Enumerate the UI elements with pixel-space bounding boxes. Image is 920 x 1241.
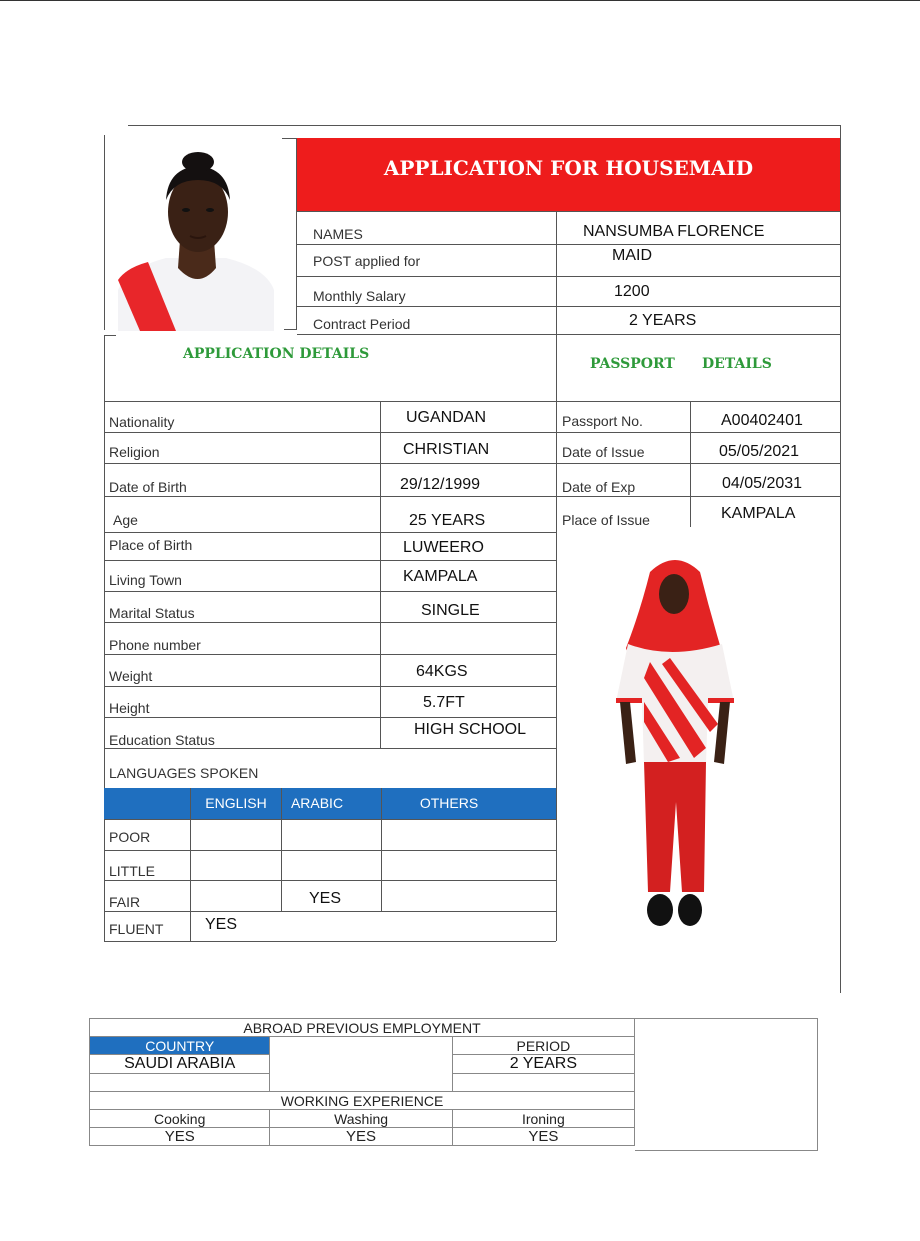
photo-frame-left [104,135,105,330]
skill-washing-value: YES [270,1128,452,1146]
form-title: APPLICATION FOR HOUSEMAID [383,156,754,180]
names-value: NANSUMBA FLORENCE [583,223,765,240]
period-value: 2 YEARS [452,1055,634,1074]
country-header: COUNTRY [90,1037,270,1055]
grid-line [104,432,840,433]
education-value: HIGH SCHOOL [414,721,527,738]
level-little: LITTLE [109,863,155,879]
english-fluent-value: YES [205,916,238,933]
skill-washing: Washing [270,1110,452,1128]
post-value: MAID [612,247,652,264]
salary-label: Monthly Salary [313,288,406,304]
grid-line [556,401,557,941]
grid-line [104,850,556,851]
height-value: 5.7FT [423,694,465,711]
employment-title: ABROAD PREVIOUS EMPLOYMENT [90,1019,635,1037]
skill-ironing: Ironing [452,1110,634,1128]
grid-line [104,622,556,623]
form-right-border [840,125,841,993]
photo-frame-tick [284,329,296,330]
dob-value: 29/12/1999 [400,476,481,493]
marital-status-value: SINGLE [421,602,480,619]
employment-table [89,1018,635,1146]
grid-line [104,819,556,820]
grid-line [104,401,840,402]
grid-line [297,211,840,212]
phone-label: Phone number [109,637,201,653]
page-top-rule [0,0,920,1]
grid-line [104,717,556,718]
place-of-issue-value: KAMPALA [721,505,796,522]
employment-blank-cell [270,1037,452,1092]
dob-label: Date of Birth [109,479,187,495]
date-of-issue-label: Date of Issue [562,444,645,460]
arabic-fair-value: YES [309,890,342,907]
others-header: OTHERS [419,795,479,811]
passport-title-word: PASSPORT [590,356,675,372]
grid-line [297,306,840,307]
skill-cooking-value: YES [90,1128,270,1146]
grid-line [556,211,557,401]
nationality-value: UGANDAN [406,409,487,426]
grid-line [104,591,556,592]
date-of-exp-label: Date of Exp [562,479,636,495]
photo-frame-tick [282,138,297,139]
period-header: PERIOD [452,1037,634,1055]
grid-line [297,334,840,335]
grid-line [104,880,556,881]
education-label: Education Status [109,732,215,748]
grid-line [297,276,840,277]
level-fluent: FLUENT [109,921,164,937]
application-details-title: APPLICATION DETAILS [183,346,370,362]
religion-value: CHRISTIAN [403,441,490,458]
grid-line [104,941,556,942]
grid-line [104,496,840,497]
date-of-issue-value: 05/05/2021 [719,443,800,460]
passport-details-word: DETAILS [702,356,772,372]
grid-line [104,532,556,533]
passport-no-value: A00402401 [721,412,803,429]
level-fair: FAIR [109,894,141,910]
grid-line [690,401,691,527]
level-poor: POOR [109,829,151,845]
grid-line [297,244,840,245]
place-of-issue-label: Place of Issue [562,512,650,528]
contract-label: Contract Period [313,316,411,332]
contract-value: 2 YEARS [629,312,697,329]
grid-line [104,463,840,464]
grid-line [104,560,556,561]
applicant-full-body-photo [610,552,740,932]
post-label: POST applied for [313,253,421,269]
weight-value: 64KGS [416,663,468,680]
grid-line [104,748,556,749]
place-of-birth-value: LUWEERO [403,539,484,556]
living-town-label: Living Town [109,572,182,588]
working-experience-title: WORKING EXPERIENCE [90,1092,635,1110]
height-label: Height [109,700,150,716]
grid-line [380,401,381,748]
languages-title: LANGUAGES SPOKEN [109,765,259,781]
skill-cooking: Cooking [90,1110,270,1128]
photo-frame-tick [104,335,116,336]
arabic-header: ARABIC [290,795,344,811]
place-of-birth-label: Place of Birth [109,537,193,553]
country-value: SAUDI ARABIA [90,1055,270,1074]
form-top-border [128,125,841,126]
applicant-portrait-photo [118,140,274,331]
date-of-exp-value: 04/05/2031 [722,475,803,492]
marital-status-label: Marital Status [109,605,195,621]
names-label: NAMES [313,226,363,242]
english-header: ENGLISH [205,795,267,811]
skill-ironing-value: YES [452,1128,634,1146]
age-label: Age [113,512,138,528]
age-value: 25 YEARS [409,512,486,529]
grid-line [104,911,556,912]
title-banner [297,138,840,211]
employment-side-box [635,1018,818,1151]
grid-line [104,686,556,687]
grid-line [104,654,556,655]
grid-line [190,788,191,941]
weight-label: Weight [109,668,153,684]
religion-label: Religion [109,444,160,460]
employment-blank-cell [90,1074,270,1092]
living-town-value: KAMPALA [403,568,478,585]
passport-no-label: Passport No. [562,413,643,429]
nationality-label: Nationality [109,414,175,430]
salary-value: 1200 [614,283,650,300]
employment-blank-cell [452,1074,634,1092]
